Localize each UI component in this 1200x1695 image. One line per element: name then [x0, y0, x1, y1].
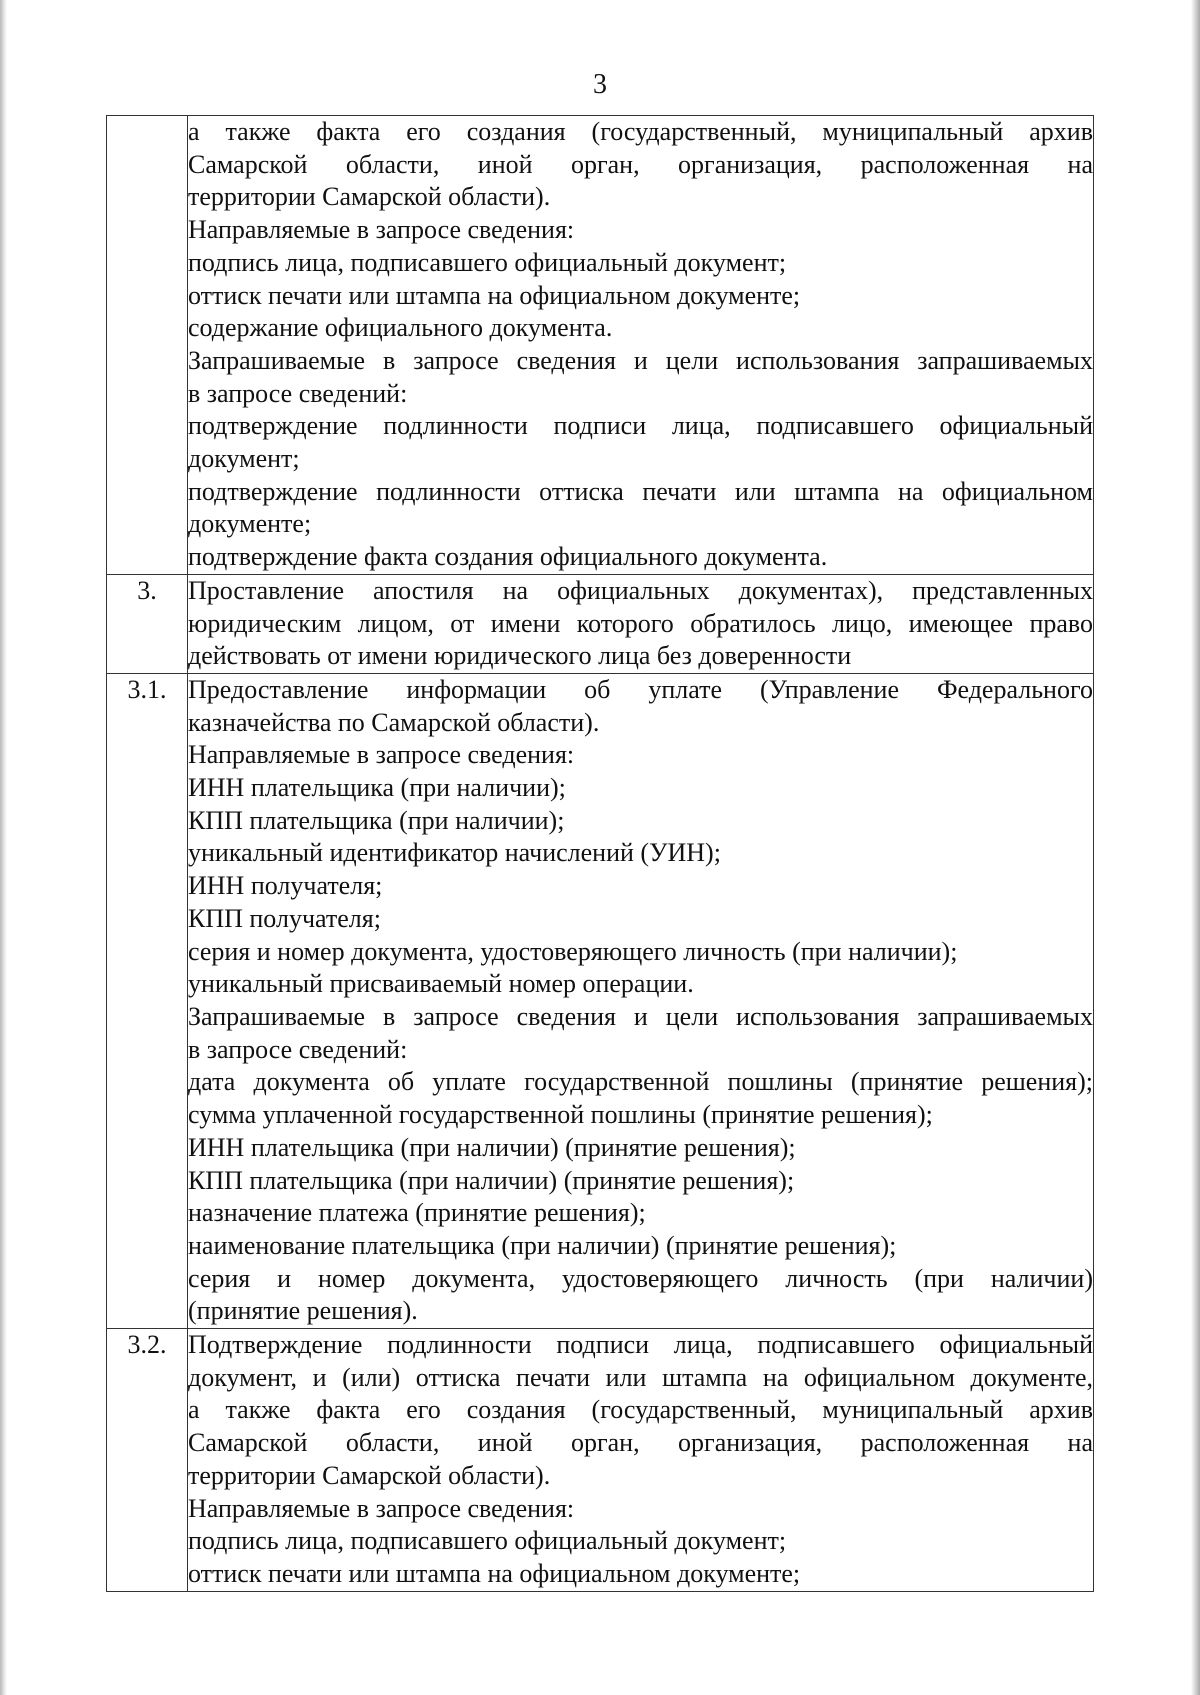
- row-text: [188, 1329, 1094, 1592]
- text-line: документе;: [188, 509, 312, 539]
- text-line: Подтверждение подлинности подписи лица, подписавшего официальный: [188, 1330, 1093, 1360]
- text-line: серия и номер документа, удостоверяющего личность (при наличии);: [188, 936, 958, 966]
- text-line: уникальный идентификатор начислений (УИН);: [188, 838, 721, 868]
- text-line: подпись лица, подписавшего официальный документ;: [188, 247, 787, 277]
- page-number: 3: [593, 69, 607, 100]
- text-line: юридическим лицом, от имени которого обратилось лицо, имеющее право: [188, 608, 1093, 638]
- scan-left-edge: [0, 0, 7, 1695]
- text-line: Самарской области, иной орган, организация, расположенная на: [188, 1428, 1093, 1458]
- text-line: серия и номер документа, удостоверяющего личность (при наличии): [188, 1263, 1093, 1293]
- text-line: документ, и (или) оттиска печати или штампа на официальном документе,: [188, 1362, 1093, 1392]
- text-line: сумма уплаченной государственной пошлины (принятие решения);: [188, 1100, 933, 1130]
- row-number: 3.2.: [107, 1329, 188, 1592]
- table-row: [107, 673, 1094, 1328]
- text-line: Проставление апостиля на официальных документах), представленных: [188, 575, 1093, 605]
- text-line: уникальный присваиваемый номер операции.: [188, 969, 694, 999]
- row-text: [188, 673, 1094, 1328]
- text-line: территории Самарской области).: [188, 182, 551, 212]
- text-line: ИНН плательщика (при наличии);: [188, 773, 566, 803]
- text-line: а также факта его создания (государственный, муниципальный архив: [188, 117, 1093, 146]
- text-line: Предоставление информации об уплате (Управление Федерального: [188, 674, 1093, 704]
- row-number: 3.: [107, 574, 188, 673]
- text-line: ИНН получателя;: [188, 871, 383, 901]
- row-number: [107, 116, 188, 575]
- text-line: дата документа об уплате государственной пошлины (принятие решения);: [188, 1067, 1093, 1097]
- text-line: документ;: [188, 444, 300, 474]
- text-line: КПП плательщика (при наличии);: [188, 805, 565, 835]
- text-line: Самарской области, иной орган, организация, расположенная на: [188, 149, 1093, 179]
- text-line: КПП получателя;: [188, 903, 381, 933]
- text-line: подпись лица, подписавшего официальный документ;: [188, 1526, 787, 1556]
- text-line: казначейства по Самарской области).: [188, 707, 600, 737]
- table-body: [107, 116, 1094, 1592]
- table-row: [107, 574, 1094, 673]
- row-text: [188, 574, 1094, 673]
- text-line: подтверждение факта создания официального документа.: [188, 542, 828, 572]
- text-line: (принятие решения).: [188, 1296, 418, 1326]
- text-line: КПП плательщика (при наличии) (принятие решения);: [188, 1165, 795, 1195]
- text-line: подтверждение подлинности оттиска печати или штампа на официальном: [188, 476, 1093, 506]
- text-line: в запросе сведений:: [188, 378, 408, 408]
- scan-right-edge: [1191, 0, 1200, 1695]
- text-line: подтверждение подлинности подписи лица, подписавшего официальный: [188, 411, 1093, 441]
- text-line: оттиск печати или штампа на официальном документе;: [188, 280, 801, 310]
- text-line: Запрашиваемые в запросе сведения и цели использования запрашиваемых: [188, 345, 1093, 375]
- text-line: действовать от имени юридического лица без доверенности: [188, 641, 852, 671]
- text-line: Направляемые в запросе сведения:: [188, 215, 575, 245]
- text-line: наименование плательщика (при наличии) (принятие решения);: [188, 1230, 897, 1260]
- table-row: [107, 1329, 1094, 1592]
- text-line: а также факта его создания (государственный, муниципальный архив: [188, 1395, 1093, 1425]
- text-line: Направляемые в запросе сведения:: [188, 1493, 575, 1523]
- text-line: территории Самарской области).: [188, 1460, 551, 1490]
- text-line: содержание официального документа.: [188, 313, 613, 343]
- document-table: [106, 115, 1094, 1592]
- text-line: в запросе сведений:: [188, 1034, 408, 1064]
- text-line: оттиск печати или штампа на официальном документе;: [188, 1558, 801, 1588]
- text-line: ИНН плательщика (при наличии) (принятие решения);: [188, 1132, 796, 1162]
- text-line: Направляемые в запросе сведения:: [188, 740, 575, 770]
- table-row: [107, 116, 1094, 575]
- row-number: 3.1.: [107, 673, 188, 1328]
- text-line: назначение платежа (принятие решения);: [188, 1198, 646, 1228]
- text-line: Запрашиваемые в запросе сведения и цели использования запрашиваемых: [188, 1001, 1093, 1031]
- row-text: [188, 116, 1094, 575]
